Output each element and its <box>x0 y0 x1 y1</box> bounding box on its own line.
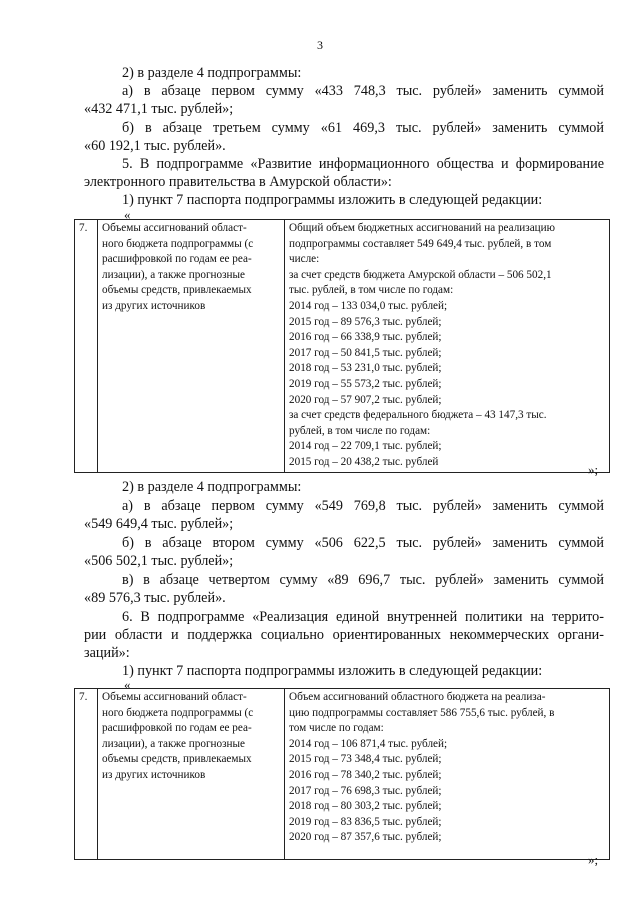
item-b-line1-2: б) в абзаце втором сумму «506 622,5 тыс. рублей» заменить суммой <box>122 535 604 551</box>
value-spacer <box>289 846 605 858</box>
value-line: 2020 год – 57 907,2 тыс. рублей; <box>289 393 442 406</box>
item-a-line1: а) в абзаце первом сумму «433 748,3 тыс. рублей» заменить суммой <box>122 83 604 99</box>
value-line: рублей, в том числе по годам: <box>289 424 431 437</box>
value-line: 2014 год – 106 871,4 тыс. рублей; <box>289 737 448 750</box>
label-line: Объемы ассигнований област- <box>102 691 247 703</box>
value-line: 2017 год – 76 698,3 тыс. рублей; <box>289 784 442 797</box>
value-line: том числе по годам: <box>289 722 384 735</box>
close-quote: »; <box>588 462 599 477</box>
item-c-line1: в) в абзаце четвертом сумму «89 696,7 тыс. рублей» заменить суммой <box>122 572 604 588</box>
value-line: числе: <box>289 253 320 266</box>
value-line: 2016 год – 78 340,2 тыс. рублей; <box>289 768 442 781</box>
funding-label-cell <box>98 220 285 473</box>
item-a-line1-2: а) в абзаце первом сумму «549 769,8 тыс. рублей» заменить суммой <box>122 498 604 514</box>
passport-table-1 <box>74 219 610 473</box>
row-number: 7. <box>75 220 98 473</box>
item-a-line2: «432 471,1 тыс. рублей»; <box>84 101 234 117</box>
funding-value-cell <box>285 220 610 473</box>
open-quote: « <box>124 207 131 222</box>
open-quote-2: « <box>124 677 131 692</box>
row-number: 7. <box>75 689 98 860</box>
item-c-line2: «89 576,3 тыс. рублей». <box>84 590 226 606</box>
item-b-line1: б) в абзаце третьем сумму «61 469,3 тыс. рублей» заменить суммой <box>122 120 604 136</box>
section4-heading-2: 2) в разделе 4 подпрограммы: <box>122 479 302 495</box>
funding-value-cell <box>285 689 610 860</box>
passport-table-2 <box>74 688 610 860</box>
value-line: 2018 год – 53 231,0 тыс. рублей; <box>289 362 442 375</box>
value-line: тыс. рублей, в том числе по годам: <box>289 284 454 297</box>
passport-item-heading: 1) пункт 7 паспорта подпрограммы изложить в следующей редакции: <box>122 192 543 208</box>
value-line: Общий объем бюджетных ассигнований на реализацию <box>289 222 556 234</box>
label-line: объемы средств, привлекаемых <box>102 753 252 766</box>
section6-line1: 6. В подпрограмме «Реализация единой внутренней политики на террито- <box>122 609 604 625</box>
value-line: цию подпрограммы составляет 586 755,6 тыс. рублей, в <box>289 706 555 719</box>
label-line: расшифровкой по годам ее реа- <box>102 722 252 735</box>
value-line: за счет средств бюджета Амурской области – 506 502,1 <box>289 268 552 281</box>
funding-label-cell <box>98 689 285 860</box>
passport-item-heading-2: 1) пункт 7 паспорта подпрограммы изложить в следующей редакции: <box>122 663 543 679</box>
value-line: 2017 год – 50 841,5 тыс. рублей; <box>289 346 442 359</box>
section6-line2: рии области и поддержка социально ориентированных некоммерческих органи- <box>84 627 604 643</box>
label-line: расшифровкой по годам ее реа- <box>102 253 252 266</box>
value-line: 2015 год – 20 438,2 тыс. рублей <box>289 455 439 468</box>
label-line: из других источников <box>102 768 206 781</box>
table-row <box>75 220 610 473</box>
value-line: 2019 год – 55 573,2 тыс. рублей; <box>289 377 442 390</box>
section5-line1: 5. В подпрограмме «Развитие информационного общества и формирование <box>122 156 604 172</box>
value-line: 2016 год – 66 338,9 тыс. рублей; <box>289 331 442 344</box>
label-line: ного бюджета подпрограммы (с <box>102 237 254 250</box>
section4-heading: 2) в разделе 4 подпрограммы: <box>122 65 302 81</box>
label-line: лизации), а также прогнозные <box>102 268 246 281</box>
value-line: подпрограммы составляет 549 649,4 тыс. рублей, в том <box>289 237 552 250</box>
value-line: 2020 год – 87 357,6 тыс. рублей; <box>289 831 442 844</box>
label-line: лизации), а также прогнозные <box>102 737 246 750</box>
item-b-line2: «60 192,1 тыс. рублей». <box>84 138 226 154</box>
label-line: из других источников <box>102 299 206 312</box>
value-line: 2014 год – 22 709,1 тыс. рублей; <box>289 440 442 453</box>
close-quote-2: »; <box>588 852 599 867</box>
section6-line3: заций»: <box>84 645 130 661</box>
value-line: 2018 год – 80 303,2 тыс. рублей; <box>289 800 442 813</box>
label-line: ного бюджета подпрограммы (с <box>102 706 254 719</box>
label-line: Объемы ассигнований област- <box>102 222 247 234</box>
value-line: за счет средств федерального бюджета – 43 147,3 тыс. <box>289 409 547 422</box>
value-line: 2019 год – 83 836,5 тыс. рублей; <box>289 815 442 828</box>
value-line: 2014 год – 133 034,0 тыс. рублей; <box>289 299 448 312</box>
page-number: 3 <box>317 38 323 52</box>
value-line: 2015 год – 89 576,3 тыс. рублей; <box>289 315 442 328</box>
section5-line2: электронного правительства в Амурской области»: <box>84 174 392 190</box>
table-row <box>75 689 610 860</box>
label-line: объемы средств, привлекаемых <box>102 284 252 297</box>
item-a-line2-2: «549 649,4 тыс. рублей»; <box>84 516 234 532</box>
value-line: 2015 год – 73 348,4 тыс. рублей; <box>289 753 442 766</box>
value-line: Объем ассигнований областного бюджета на реализа- <box>289 691 546 703</box>
item-b-line2-2: «506 502,1 тыс. рублей»; <box>84 553 234 569</box>
